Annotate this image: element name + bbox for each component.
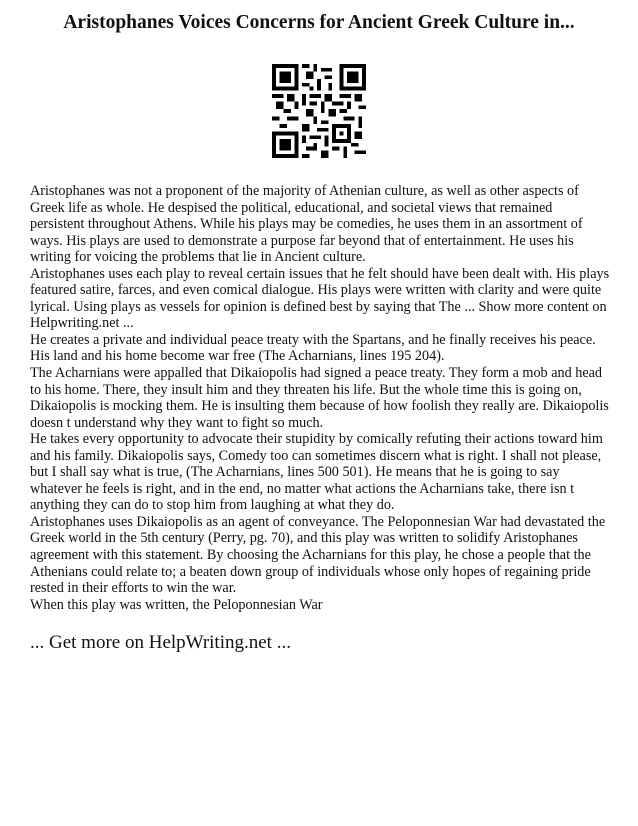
paragraph-2: Aristophanes uses each play to reveal certain issues that he felt should have been dealt with. His plays featured satire, farces, and even comical dialogue. His plays were written with clarity and were quite lyrical. Using plays as vessels for opinion is defined best by saying that The ... Show more content on Helpwriting.net ... bbox=[30, 265, 610, 332]
qr-code-icon bbox=[272, 64, 366, 158]
paragraph-3: He creates a private and individual peace treaty with the Spartans, and he finally receives his peace. His land and his home become war free (The Acharnians, lines 195 204). bbox=[30, 331, 596, 365]
paragraph-5: He takes every opportunity to advocate their stupidity by comically refuting their actions toward him and his family. Dikaiopolis says, Comedy too can sometimes discern what is right. I shall not please, but I shall say what is true, (The Acharnians, lines 500 501). He means that he is going to say whatever he feels is right, and in the end, no matter what actions the Acharnians take, there isn t anything they can do to stop him from laughing at what they do. bbox=[30, 431, 603, 514]
article-body bbox=[30, 183, 610, 613]
get-more-link[interactable]: ... Get more on HelpWriting.net ... bbox=[30, 632, 291, 653]
page-title: Aristophanes Voices Concerns for Ancient Greek Culture in... bbox=[63, 12, 575, 33]
paragraph-7: When this play was written, the Peloponnesian War bbox=[30, 596, 323, 613]
paragraph-4: The Acharnians were appalled that Dikaiopolis had signed a peace treaty. They form a mob and head to his home. There, they insult him and they threaten his life. But the whole time this is going on, Dikaiopolis is mocking them. He is insulting them because of how foolish they really are. Dikaiopolis doesn t understand why they want to fight so much. bbox=[30, 365, 609, 431]
paragraph-1: Aristophanes was not a proponent of the majority of Athenian culture, as well as other aspects of Greek life as whole. He despised the political, educational, and societal views that remained persistent throughout Athens. While his plays may be comedies, he uses them in an assortment of ways. His plays are used to demonstrate a purpose far beyond that of entertainment. He uses his writing for voicing the problems that lie in Ancient culture. bbox=[30, 183, 583, 266]
paragraph-6: Aristophanes uses Dikaiopolis as an agent of conveyance. The Peloponnesian War had devastated the Greek world in the 5th century (Perry, pg. 70), and this play was written to solidify Aristophanes agreement with this statement. By choosing the Acharnians for this play, he chose a people that the Athenians could relate to; a beaten down group of individuals whose only hopes of regaining pride rested in their efforts to win the war. bbox=[30, 513, 606, 597]
